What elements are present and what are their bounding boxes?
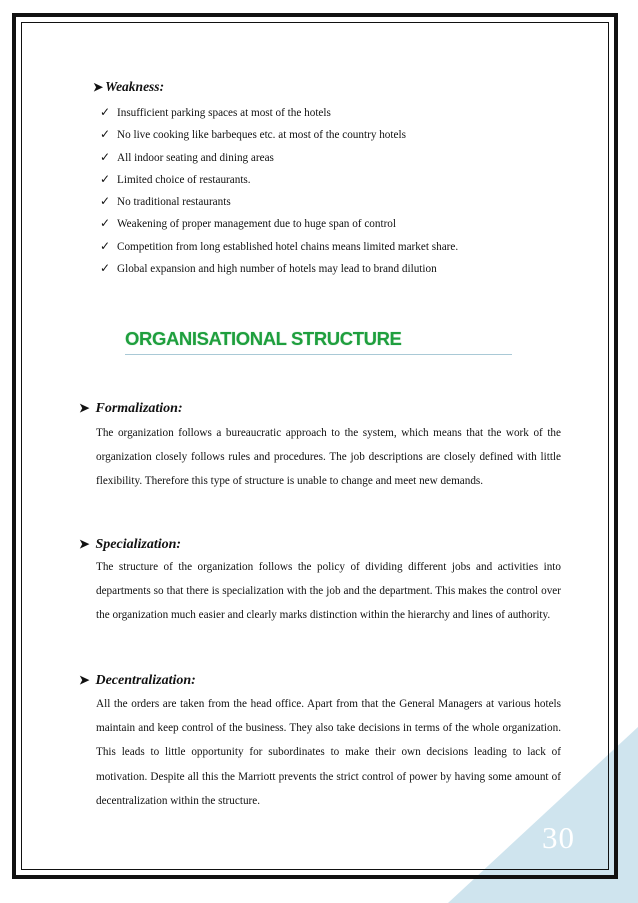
arrow-bullet-icon: ➤	[79, 673, 90, 687]
list-item: ✓ Global expansion and high number of hotels may lead to brand dilution	[100, 257, 458, 279]
checkmark-icon: ✓	[100, 105, 111, 119]
list-item: ✓ Weakening of proper management due to huge span of control	[100, 212, 458, 234]
checkmark-icon: ✓	[100, 194, 111, 209]
formalization-text: The organization follows a bureaucratic approach to the system, which means that the work of the organization closely follows rules and procedures. The job descriptions are closely defined with little flexibility. Therefore this type of structure is unable to change and meet new demands.	[96, 427, 561, 488]
checkmark-icon: ✓	[100, 238, 111, 253]
checkmark-icon: ✓	[100, 261, 111, 276]
specialization-text: The structure of the organization follows the policy of dividing different jobs and activities into departments so that there is specialization with the job and the department. This makes the control over the organization much easier and clearly marks distinction within the hierarchy and lines of authority.	[96, 561, 561, 622]
arrow-bullet-icon: ➤	[79, 401, 90, 415]
arrow-bullet-icon: ➤	[93, 80, 104, 94]
page-number: 30	[542, 820, 575, 855]
checkmark-icon: ✓	[100, 127, 111, 142]
list-item: ✓ All indoor seating and dining areas	[100, 146, 458, 168]
weakness-heading: ➤ Weakness:	[93, 79, 165, 94]
checkmark-icon: ✓	[100, 171, 111, 186]
checkmark-icon: ✓	[100, 216, 111, 231]
arrow-bullet-icon: ➤	[79, 537, 90, 551]
title-underline	[125, 354, 512, 355]
specialization-heading: ➤ Specialization:	[79, 537, 182, 552]
list-item: ✓ Limited choice of restaurants.	[100, 168, 458, 190]
weakness-list	[100, 101, 458, 279]
decentralization-heading: ➤ Decentralization:	[79, 673, 196, 688]
formalization-heading: ➤ Formalization:	[79, 401, 183, 416]
decentralization-text: All the orders are taken from the head office. Apart from that the General Managers at various hotels maintain and keep control of the business. They also take decisions in terms of the whole organization. This leads to little opportunity for subordinates to make their own decisions leading to lack of motivation. Despite all this the Marriott prevents the strict control of power by having some amount of decentralization within the structure.	[96, 698, 561, 807]
section-title: ORGANISATIONAL STRUCTURE	[125, 328, 402, 349]
checkmark-icon: ✓	[100, 149, 111, 164]
list-item: ✓ No traditional restaurants	[100, 190, 458, 212]
list-item: ✓ Competition from long established hotel chains means limited market share.	[100, 235, 458, 257]
list-item: ✓ No live cooking like barbeques etc. at most of the country hotels	[100, 123, 458, 145]
list-item: ✓ Insufficient parking spaces at most of the hotels	[100, 101, 458, 123]
